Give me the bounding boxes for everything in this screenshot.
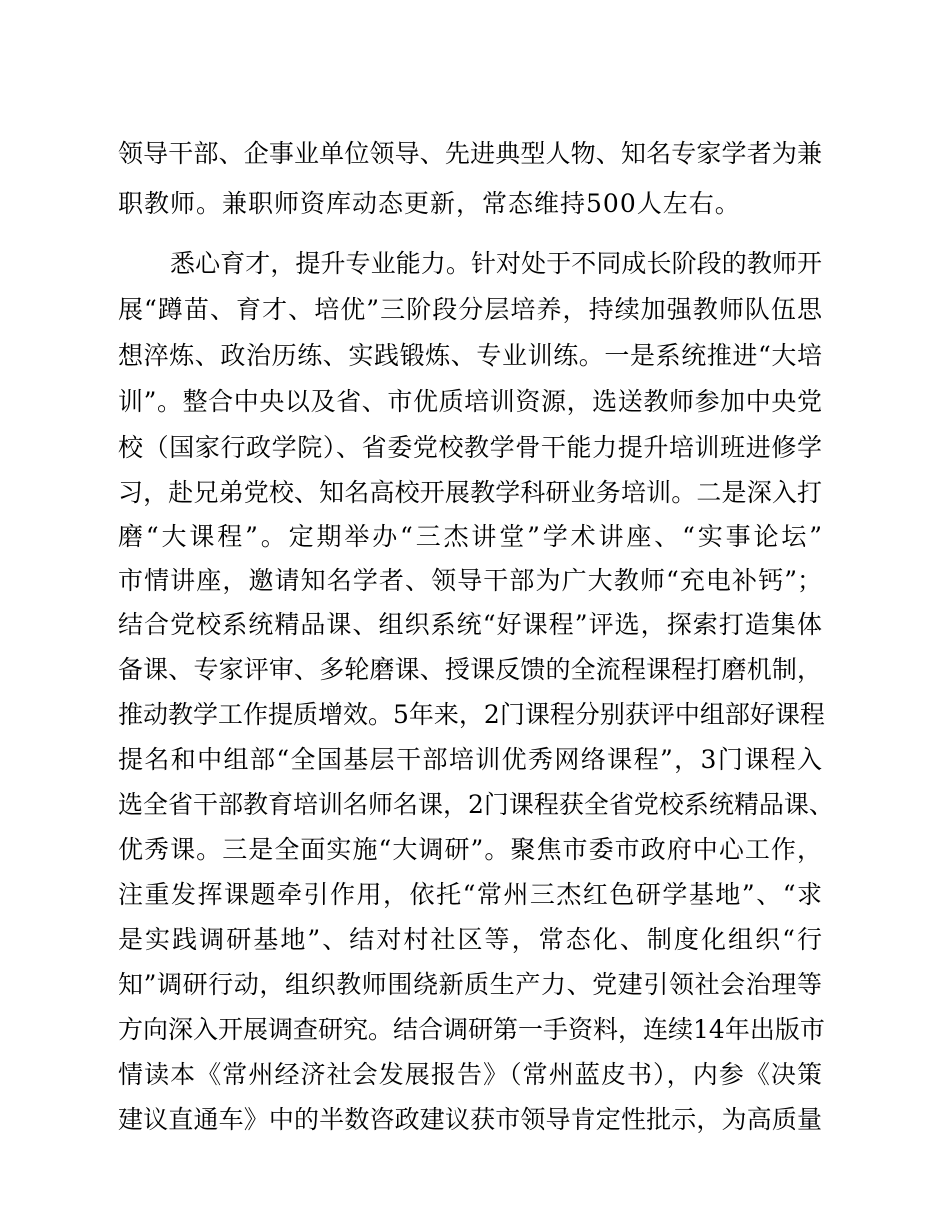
text-line-19: 知”调研行动，组织教师围绕新质生产力、党建引领社会治理等 (118, 970, 822, 999)
text-line-8: 习，赴兄弟党校、知名高校开展教学科研业务培训。二是深入打 (118, 478, 822, 507)
text-line-5: 想淬炼、政治历练、实践锻炼、专业训练。一是系统推进“大培 (118, 341, 822, 370)
text-line-17: 注重发挥课题牵引作用，依托“常州三杰红色研学基地”、“求 (118, 880, 822, 909)
text-line-20: 方向深入开展调查研究。结合调研第一手资料，连续14年出版市 (118, 1015, 825, 1044)
text-line-3: 悉心育才，提升专业能力。针对处于不同成长阶段的教师开 (170, 249, 822, 278)
text-line-10: 市情讲座，邀请知名学者、领导干部为广大教师“充电补钙”； (118, 566, 822, 595)
text-line-9: 磨“大课程”。定期举办“三杰讲堂”学术讲座、“实事论坛” (118, 522, 822, 551)
text-line-16: 优秀课。三是全面实施“大调研”。聚焦市委市政府中心工作， (118, 835, 822, 864)
text-line-22: 建议直通车》中的半数咨政建议获市领导肯定性批示，为高质量 (118, 1105, 822, 1134)
text-line-4: 展“蹲苗、育才、培优”三阶段分层培养，持续加强教师队伍思 (118, 295, 822, 324)
text-line-11: 结合党校系统精品课、组织系统“好课程”评选，探索打造集体 (118, 610, 822, 639)
text-line-21: 情读本《常州经济社会发展报告》（常州蓝皮书），内参《决策 (118, 1060, 822, 1089)
text-line-13: 推动教学工作提质增效。5年来，2门课程分别获评中组部好课程 (118, 700, 825, 729)
text-line-18: 是实践调研基地”、结对村社区等，常态化、制度化组织“行 (118, 925, 822, 954)
text-line-6: 训”。整合中央以及省、市优质培训资源，选送教师参加中央党 (118, 387, 822, 416)
text-line-12: 备课、专家评审、多轮磨课、授课反馈的全流程课程打磨机制， (118, 655, 822, 684)
text-line-1: 领导干部、企事业单位领导、先进典型人物、知名专家学者为兼 (118, 139, 822, 168)
text-line-2: 职教师。兼职师资库动态更新，常态维持500人左右。 (118, 189, 741, 218)
text-line-7: 校（国家行政学院）、省委党校教学骨干能力提升培训班进修学 (118, 433, 822, 462)
text-line-14: 提名和中组部“全国基层干部培训优秀网络课程”，3门课程入 (118, 745, 822, 774)
text-line-15: 选全省干部教育培训名师名课，2门课程获全省党校系统精品课、 (118, 790, 834, 819)
